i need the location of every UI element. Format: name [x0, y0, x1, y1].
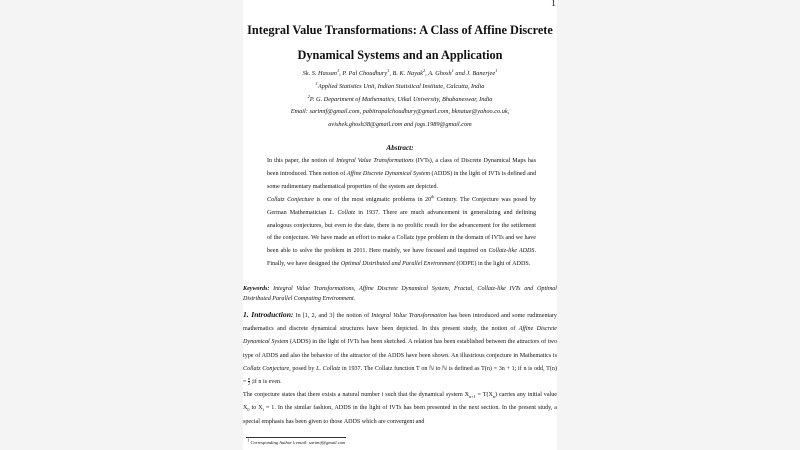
- keywords-label: Keywords:: [243, 286, 270, 292]
- author-name: J. Banerjee: [466, 70, 496, 77]
- affiliation-2-mark: 2: [307, 93, 310, 99]
- author-name: B. K. Nayak: [392, 70, 423, 77]
- title-line-2: Dynamical Systems and an Application: [297, 48, 503, 62]
- page-number: 1: [551, 0, 556, 9]
- introduction-paragraph-1: [243, 308, 557, 389]
- paper-title: [243, 18, 557, 68]
- author-name: Sk. S. Hassan: [302, 70, 337, 77]
- title-line-1: Integral Value Transformations: A Class of Affine Discrete: [247, 23, 553, 37]
- footnote-divider: [246, 437, 346, 438]
- author-name: A. Ghosh: [428, 70, 452, 77]
- affiliation-2: [243, 94, 557, 107]
- abstract-paragraph-1: In this paper, the notion of Integral Value Transformations (IVTs), a class of Discrete Dynamical Maps has been introduced. Then notion of Affine Discrete Dynamical System (ADDS) in the light of IVTs is defined and some rudimentary mathematical properties of the system are depicted.: [267, 158, 536, 190]
- affiliation-1-text: Applied Statistics Unit, Indian Statistical Institute, Calcutta, India: [317, 82, 485, 90]
- author-name: P. Pal Choudhury: [342, 70, 388, 77]
- affiliation-1-mark: 1: [315, 80, 318, 86]
- introduction-paragraph-1-text: In [1, 2, and 3] the notion of Integral Value Transformation has been introduced and some rudimentary mathematics and discrete dynamical structures have been depicted. In this present study, the notion of Affine Discrete Dynamical System (ADDS) in the light of IVTs has been sketched. A relation has been established between the attractors of two type of ADDS and also the behavior of the attractor of the ADDS have been shown. An illustrious conjecture in Mathematics is Collatz Conjecture, posed by L. Collatz in 1937. The Collatz function T on ℕ to ℕ is defined as T(n) = 3n + 1; if n is odd, T(n) = $\frac{n}{2}$ ;if n is even.: [243, 313, 558, 387]
- email-line-1: Email: sarimif@gmail.com, pabitrapalchoudhury@gmail.com, bknatue@yahoo.co.uk,: [290, 108, 510, 116]
- abstract-body: [267, 155, 536, 271]
- introduction-heading: 1. Introduction:: [243, 310, 294, 319]
- keywords: [243, 285, 557, 304]
- abstract-paragraph-2: Collatz Conjecture is one of the most enigmatic problems in 20th Century. The Conjecture was posed by German Mathematician L. Collatz in 1937. There are much advancement in generalizing and defining analogous conjectures, but even to the date, there is no prolific result for the advancement for the settlement of the conjecture. We have made an effort to make a Collatz type problem in the domain of IVTs and we have been able to solve the problem in 2011. Here mainly, we have focused and inquired on Collatz-like ADDS. Finally, we have designed the Optimal Distributed and Parallel Environment (ODPE) in the light of ADDS.: [267, 193, 536, 268]
- author-list: Sk. S. Hassan$^1$, P. Pal Choudhury$^1$, B. K. Nayak$^2$, A. Ghosh$^1$ and J. Banerjee$^1$: [302, 67, 498, 77]
- introduction-paragraph-2: The conjecture states that there exists a natural number i such that the dynamical system $X_{n+1} = T(X_n)$ carries any initial value $X_0$ to $X_i = 1$. In the similar fashion, ADDS in the light of IVTs has been presented in the next section. In the present study, a special emphasis has been given to those ADDS which are convergent and: [243, 392, 558, 425]
- authors-block: [243, 68, 557, 132]
- affiliation-1: [243, 81, 557, 94]
- introduction-section: [243, 308, 557, 429]
- footnote: [247, 437, 346, 445]
- keywords-text: Integral Value Transformations, Affine Discrete Dynamical System, Fractal, Collatz-like IVTs and Optimal Distributed Parallel Computing Environment.: [243, 286, 557, 302]
- footnote-mark: 1: [247, 437, 250, 443]
- footnote-text: Corresponding Author’s email: sarimif@gmail.com: [249, 440, 346, 445]
- abstract-heading: Abstract:: [386, 144, 414, 152]
- email-line-2: avishek.ghosh38@gmail.com and jogs.1989@gmail.com: [328, 121, 472, 129]
- affiliation-2-text: P. G. Department of Mathematics, Utkal University, Bhubaneswar, India: [309, 95, 493, 103]
